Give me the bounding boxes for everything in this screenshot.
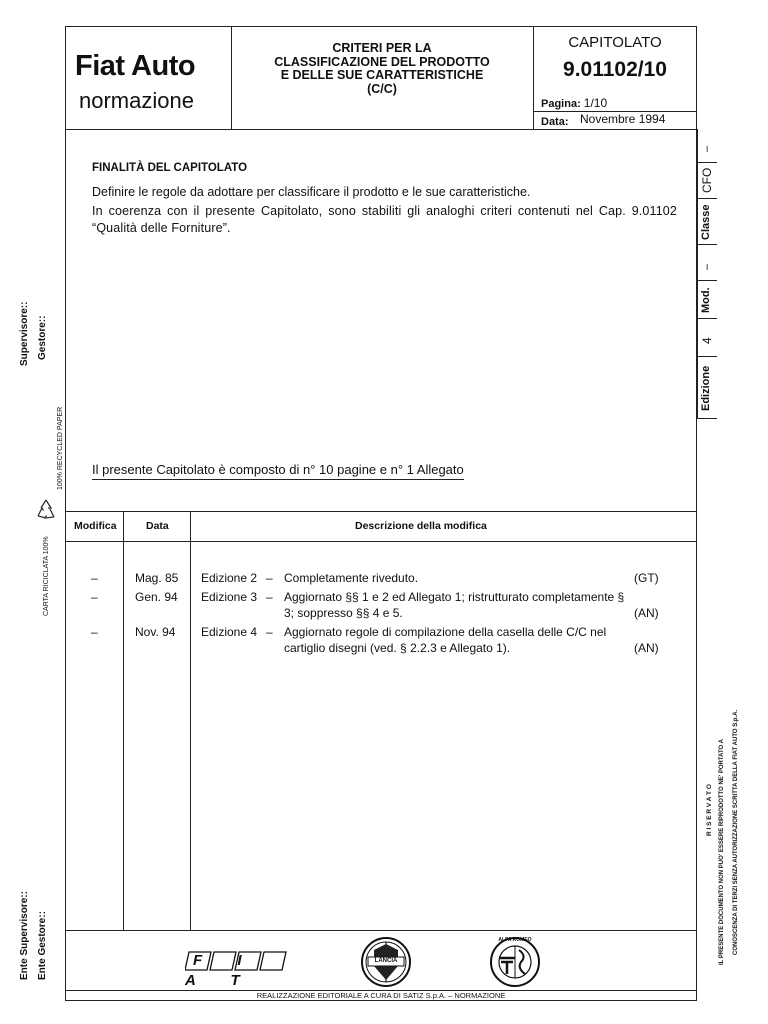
side-edition-num: 4 (700, 337, 714, 344)
paragraph-coherence: In coerenza con il presente Capitolato, sono stabiliti gli analoghi criteri contenuti nel Cap. 9.01102 “Qualità delle Forniture”. (92, 204, 677, 235)
carta-riciclata-text: CARTA RICICLATA 100% (43, 536, 50, 616)
row-edition: Edizione 4 (201, 625, 258, 639)
table-bottom-line (65, 930, 697, 931)
row-description: Completamente riveduto. (284, 571, 419, 585)
row-edition: Edizione 3 (201, 590, 258, 604)
row-description: Aggiornato regole di compilazione della casella delle C/C nel (284, 625, 607, 639)
ente-supervisore-label: Ente Supervisore:: (19, 891, 30, 980)
capitolato-label: CAPITOLATO (568, 34, 662, 51)
brand-subtitle: normazione (79, 88, 194, 113)
lancia-logo-text: LANCIA (374, 958, 398, 964)
fiat-logo (185, 951, 289, 989)
title-line: CRITERI PER LA (332, 41, 432, 55)
alfa-romeo-badge-icon (489, 936, 541, 988)
table-col-divider-1 (123, 511, 124, 930)
recycle-icon (33, 497, 59, 528)
row-dash: – (266, 571, 273, 585)
row-date: Gen. 94 (135, 590, 178, 604)
fiat-logo-text: F I A T (185, 952, 257, 989)
document-title (232, 42, 532, 96)
side-mod: Mod. (700, 287, 712, 313)
row-description: Aggiornato §§ 1 e 2 ed Allegato 1; ristrutturato completamente § (284, 590, 625, 604)
section-title: FINALITÀ DEL CAPITOLATO (92, 162, 248, 174)
side-dash-mid: – (701, 263, 713, 270)
header-bottom-line (65, 129, 697, 130)
row-date: Nov. 94 (135, 625, 176, 639)
table-header-line (65, 541, 697, 542)
gestore-label: Gestore:: (37, 315, 48, 360)
pagina-label: Pagina: (541, 98, 581, 110)
footer-credit: REALIZZAZIONE EDITORIALE A CURA DI SATIZ S.p.A. – NORMAZIONE (256, 991, 506, 1000)
row-dash: – (266, 590, 273, 604)
row-mod: – (91, 625, 98, 639)
title-line: E DELLE SUE CARATTERISTICHE (280, 68, 484, 82)
paragraph-purpose: Definire le regole da adottare per classificare il prodotto e le sue caratteristiche. (92, 185, 531, 199)
capitolato-number: 9.01102/10 (563, 58, 667, 81)
row-description-cont: 3; soppresso §§ 4 e 5. (284, 606, 403, 620)
alfa-romeo-logo-text: ALFA ROMEO (498, 937, 532, 943)
table-top-line (65, 511, 697, 512)
reserved-notice-line2: CONOSCENZA DI TERZI SENZA AUTORIZZAZIONE SCRITTA DELLA FIAT AUTO S.p.A. (733, 709, 739, 955)
row-mod: – (91, 571, 98, 585)
composition-statement: Il presente Capitolato è composto di n° 10 pagine e n° 1 Allegato (92, 462, 464, 480)
row-code: (GT) (634, 571, 659, 585)
column-header-descrizione: Descrizione della modifica (355, 520, 487, 532)
pagina-value: 1/10 (583, 96, 608, 110)
brand-logo-text: Fiat Auto (75, 50, 196, 82)
column-header-modifica: Modifica (74, 520, 117, 532)
row-code: (AN) (634, 606, 659, 620)
lancia-logo (360, 936, 412, 993)
side-dash-top: – (701, 145, 713, 152)
alfa-romeo-logo (489, 936, 541, 993)
row-description-cont: cartiglio disegni (ved. § 2.2.3 e Allegato 1). (284, 641, 511, 655)
title-line: (C/C) (367, 81, 397, 96)
reserved-notice-line1: IL PRESENTE DOCUMENTO NON PUO' ESSERE RIPRODOTTO NE' PORTATO A (719, 739, 725, 965)
pagina-field (541, 96, 607, 110)
side-edizione: Edizione (700, 365, 712, 411)
data-label: Data: (541, 116, 569, 128)
row-mod: – (91, 590, 98, 604)
title-line: CLASSIFICAZIONE DEL PRODOTTO (274, 54, 490, 69)
table-col-divider-2 (190, 511, 191, 930)
row-code: (AN) (634, 641, 659, 655)
supervisore-label: Supervisore:: (19, 301, 30, 366)
column-header-data: Data (146, 520, 169, 532)
row-date: Mag. 85 (135, 571, 179, 585)
side-classe: Classe (700, 204, 712, 240)
recycled-paper-text: 100% RECYCLED PAPER (57, 406, 64, 490)
ente-gestore-label: Ente Gestore:: (37, 911, 48, 980)
row-dash: – (266, 625, 273, 639)
row-edition: Edizione 2 (201, 571, 258, 585)
side-cfo: CFO (700, 167, 714, 193)
riservato-label: R I S E R V A T O (706, 784, 713, 836)
data-value: Novembre 1994 (580, 112, 666, 126)
